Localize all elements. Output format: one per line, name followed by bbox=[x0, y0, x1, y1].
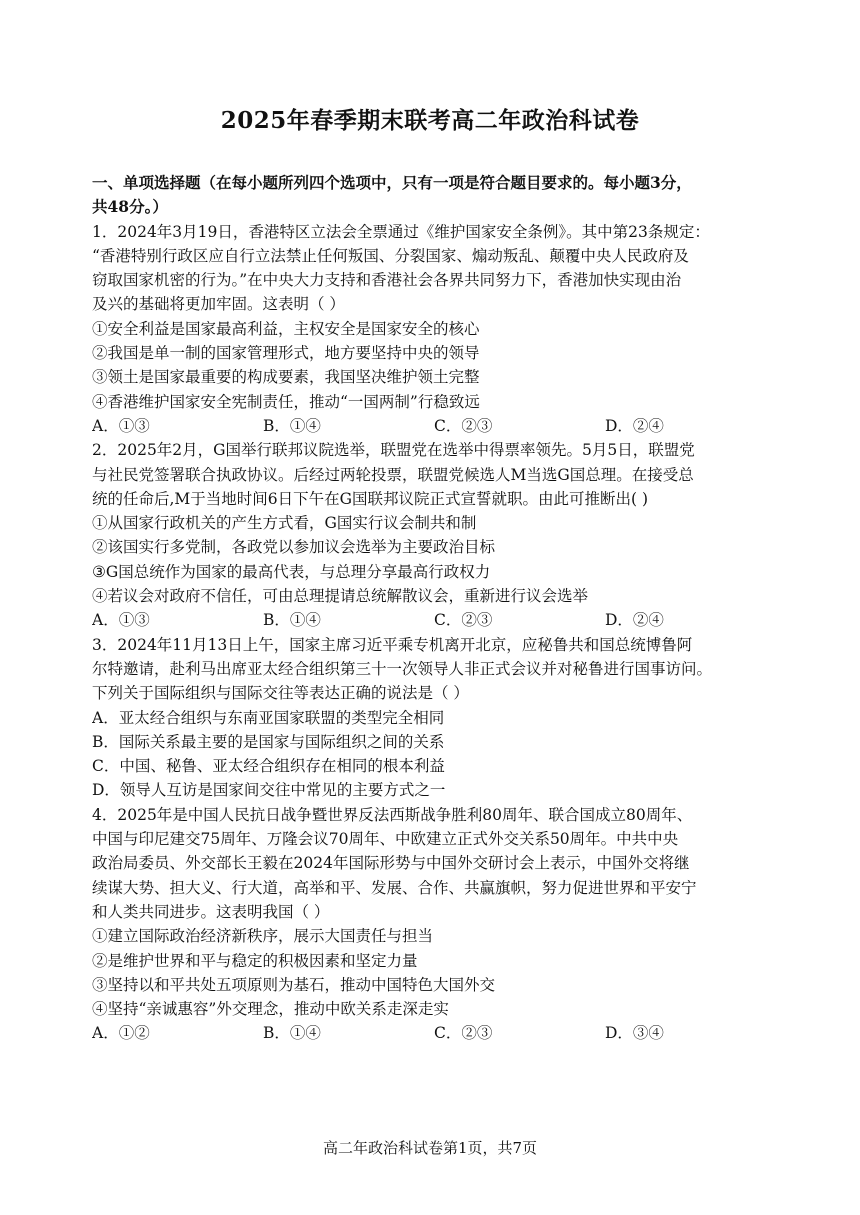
question-stem-line: 中国与印尼建交75周年、万隆会议70周年、中欧建立正式外交关系50周年。中共中央 bbox=[92, 830, 679, 849]
exam-title: 2025年春季期末联考高二年政治科试卷 bbox=[220, 107, 640, 134]
options-row bbox=[92, 414, 782, 438]
exam-content bbox=[92, 171, 782, 1046]
section-heading-line-1: 一、单项选择题（在每小题所列四个选项中，只有一项是符合题目要求的。每小题3分， bbox=[92, 173, 692, 192]
statement: ④若议会对政府不信任，可由总理提请总统解散议会，重新进行议会选举 bbox=[92, 587, 589, 606]
statement: ④坚持“亲诚惠容”外交理念，推动中欧关系走深走实 bbox=[92, 1000, 449, 1019]
option-a: A．①② bbox=[92, 1024, 150, 1043]
question-2 bbox=[92, 438, 782, 632]
choice-a: A．亚太经合组织与东南亚国家联盟的类型完全相同 bbox=[92, 708, 445, 727]
statement: ③G国总统作为国家的最高代表，与总理分享最高行政权力 bbox=[92, 562, 491, 581]
statement: ①安全利益是国家最高利益，主权安全是国家安全的核心 bbox=[92, 319, 480, 338]
option-d: D．②④ bbox=[605, 611, 664, 630]
question-stem-line: 4．2025年是中国人民抗日战争暨世界反法西斯战争胜利80周年、联合国成立80周年、 bbox=[92, 805, 693, 824]
option-c: C．②③ bbox=[434, 416, 493, 435]
choice-c: C．中国、秘鲁、亚太经合组织存在相同的根本利益 bbox=[92, 757, 445, 776]
option-b: B．①④ bbox=[263, 1024, 321, 1043]
statement: ③领土是国家最重要的构成要素，我国坚决维护领土完整 bbox=[92, 368, 480, 387]
option-a: A．①③ bbox=[92, 611, 150, 630]
section-heading-line-2: 共48分。） bbox=[92, 197, 168, 217]
question-stem-line: 和人类共同进步。这表明我国（ ） bbox=[92, 902, 330, 921]
statement: ②我国是单一制的国家管理形式，地方要坚持中央的领导 bbox=[92, 344, 480, 363]
option-d: D．②④ bbox=[605, 416, 664, 435]
choice-d: D．领导人互访是国家间交往中常见的主要方式之一 bbox=[92, 781, 446, 800]
question-stem-line: 3．2024年11月13日上午，国家主席习近平乘专机离开北京，应秘鲁共和国总统博鲁阿 bbox=[92, 635, 693, 654]
question-stem-line: 尔特邀请，赴利马出席亚太经合组织第三十一次领导人非正式会议并对秘鲁进行国事访问。 bbox=[92, 659, 713, 678]
question-stem-line: 1．2024年3月19日，香港特区立法会全票通过《维护国家安全条例》。其中第23条规定： bbox=[92, 222, 710, 241]
statement: ①从国家行政机关的产生方式看，G国实行议会制共和制 bbox=[92, 514, 477, 533]
question-4 bbox=[92, 803, 782, 1046]
option-b: B．①④ bbox=[263, 416, 321, 435]
question-stem-line: 续谋大势、担大义、行大道，高举和平、发展、合作、共赢旗帜，努力促进世界和平安宁 bbox=[92, 878, 697, 897]
question-stem-line: 窃取国家机密的行为。”在中央大力支持和香港社会各界共同努力下，香港加快实现由治 bbox=[92, 271, 682, 290]
question-stem-line: 政治局委员、外交部长王毅在2024年国际形势与中国外交研讨会上表示，中国外交将继 bbox=[92, 854, 690, 873]
choice-b: B．国际关系最主要的是国家与国际组织之间的关系 bbox=[92, 732, 445, 751]
statement: ②是维护世界和平与稳定的积极因素和坚定力量 bbox=[92, 951, 418, 970]
statement: ①建立国际政治经济新秩序，展示大国责任与担当 bbox=[92, 927, 434, 946]
question-stem-line: “香港特别行政区应自行立法禁止任何叛国、分裂国家、煽动叛乱、颠覆中央人民政府及 bbox=[92, 246, 689, 265]
question-stem-line: 与社民党签署联合执政协议。后经过两轮投票，联盟党候选人M当选G国总理。在接受总 bbox=[92, 465, 694, 484]
question-stem-line: 2．2025年2月，G国举行联邦议院选举，联盟党在选举中得票率领先。5月5日，联盟党 bbox=[92, 441, 695, 460]
statement: ③坚持以和平共处五项原则为基石，推动中国特色大国外交 bbox=[92, 975, 496, 994]
page-footer: 高二年政治科试卷第1页，共7页 bbox=[322, 1139, 538, 1157]
option-a: A．①③ bbox=[92, 416, 150, 435]
option-c: C．②③ bbox=[434, 1024, 493, 1043]
option-d: D．③④ bbox=[605, 1024, 664, 1043]
options-row bbox=[92, 1021, 782, 1045]
statement: ④香港维护国家安全宪制责任，推动“一国两制”行稳致远 bbox=[92, 392, 480, 411]
option-c: C．②③ bbox=[434, 611, 493, 630]
question-stem-line: 及兴的基础将更加牢固。这表明（ ） bbox=[92, 295, 345, 314]
question-1 bbox=[92, 220, 782, 439]
question-stem-line: 统的任命后,M于当地时间6日下午在G国联邦议院正式宣誓就职。由此可推断出( ) bbox=[92, 489, 649, 508]
statement: ②该国实行多党制，各政党以参加议会选举为主要政治目标 bbox=[92, 538, 496, 557]
question-stem-line: 下列关于国际组织与国际交往等表达正确的说法是（ ） bbox=[92, 684, 469, 703]
option-b: B．①④ bbox=[263, 611, 321, 630]
question-3 bbox=[92, 633, 782, 803]
options-row bbox=[92, 608, 782, 632]
